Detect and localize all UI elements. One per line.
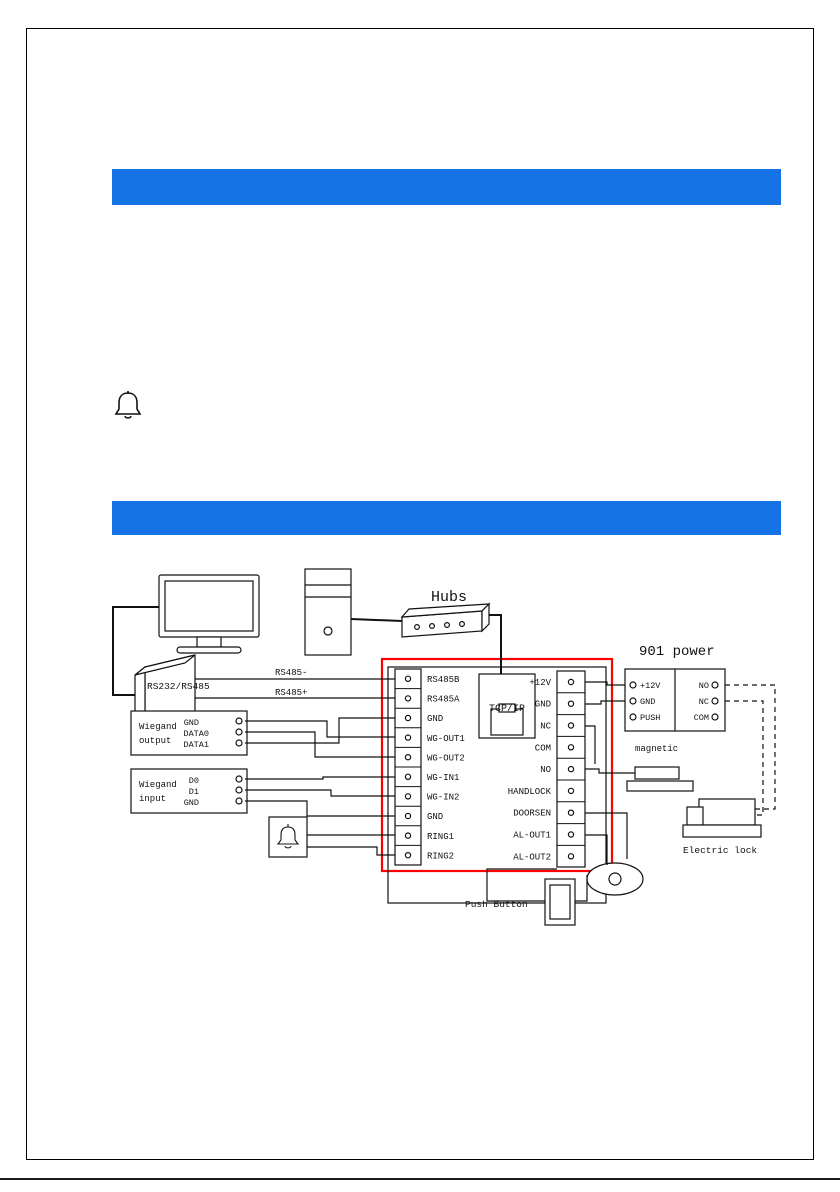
term-doorsen: DOORSEN	[513, 808, 551, 819]
pin-wi-gnd: GND	[183, 798, 199, 808]
bell-icon	[113, 389, 143, 421]
label-tcp-ip: TCP/IP	[488, 704, 526, 715]
term-wg-out1: WG-OUT1	[427, 733, 465, 744]
label-electric-lock: Electric lock	[683, 845, 758, 856]
label-push-button: Push Button	[465, 899, 528, 910]
label-rs485-plus: RS485+	[275, 688, 308, 698]
section-banner-bottom	[112, 501, 781, 535]
term-gnd-1: GND	[427, 714, 444, 725]
label-901-power: 901 power	[639, 644, 715, 660]
power-pin-nc: NC	[698, 697, 709, 707]
term-12v: +12V	[529, 678, 551, 688]
term-gnd-r: GND	[534, 699, 551, 710]
pin-wo-data1: DATA1	[183, 740, 209, 750]
label-magnetic: magnetic	[635, 744, 679, 754]
power-pin-no: NO	[698, 681, 709, 691]
term-com: COM	[534, 743, 551, 754]
term-nc: NC	[540, 721, 551, 732]
wiring-diagram	[87, 559, 797, 979]
term-al-out1: AL-OUT1	[513, 830, 551, 841]
term-wg-in2: WG-IN2	[427, 792, 460, 803]
power-pin-gnd: GND	[640, 697, 656, 707]
label-wiegand-input-2: input	[139, 794, 167, 804]
term-wg-out2: WG-OUT2	[427, 753, 465, 764]
term-rs485a: RS485A	[427, 694, 460, 705]
page-footer-rule	[0, 1178, 840, 1180]
term-ring2: RING2	[427, 851, 455, 862]
pin-wi-d1: D1	[188, 787, 199, 797]
pin-wo-gnd: GND	[183, 718, 199, 728]
term-al-out2: AL-OUT2	[513, 852, 551, 863]
label-wiegand-output-2: output	[139, 736, 172, 746]
pin-wi-d0: D0	[188, 776, 199, 786]
power-pin-12v: +12V	[640, 681, 661, 691]
section-banner-top	[112, 169, 781, 205]
term-no: NO	[540, 765, 551, 776]
power-pin-push: PUSH	[640, 713, 661, 723]
term-rs485b: RS485B	[427, 675, 460, 685]
label-wiegand-output-1: Wiegand	[139, 722, 177, 732]
label-rs485-minus: RS485-	[275, 668, 308, 678]
label-wiegand-input-1: Wiegand	[139, 780, 177, 790]
power-pin-com: COM	[693, 713, 709, 723]
term-ring1: RING1	[427, 831, 455, 842]
label-converter: RS232/RS485	[147, 681, 210, 692]
term-wg-in1: WG-IN1	[427, 773, 460, 783]
term-gnd-2: GND	[427, 812, 444, 823]
document-page	[26, 28, 814, 1160]
term-handlock: HANDLOCK	[507, 786, 551, 797]
label-hubs: Hubs	[431, 589, 468, 606]
pin-wo-data0: DATA0	[183, 729, 209, 739]
